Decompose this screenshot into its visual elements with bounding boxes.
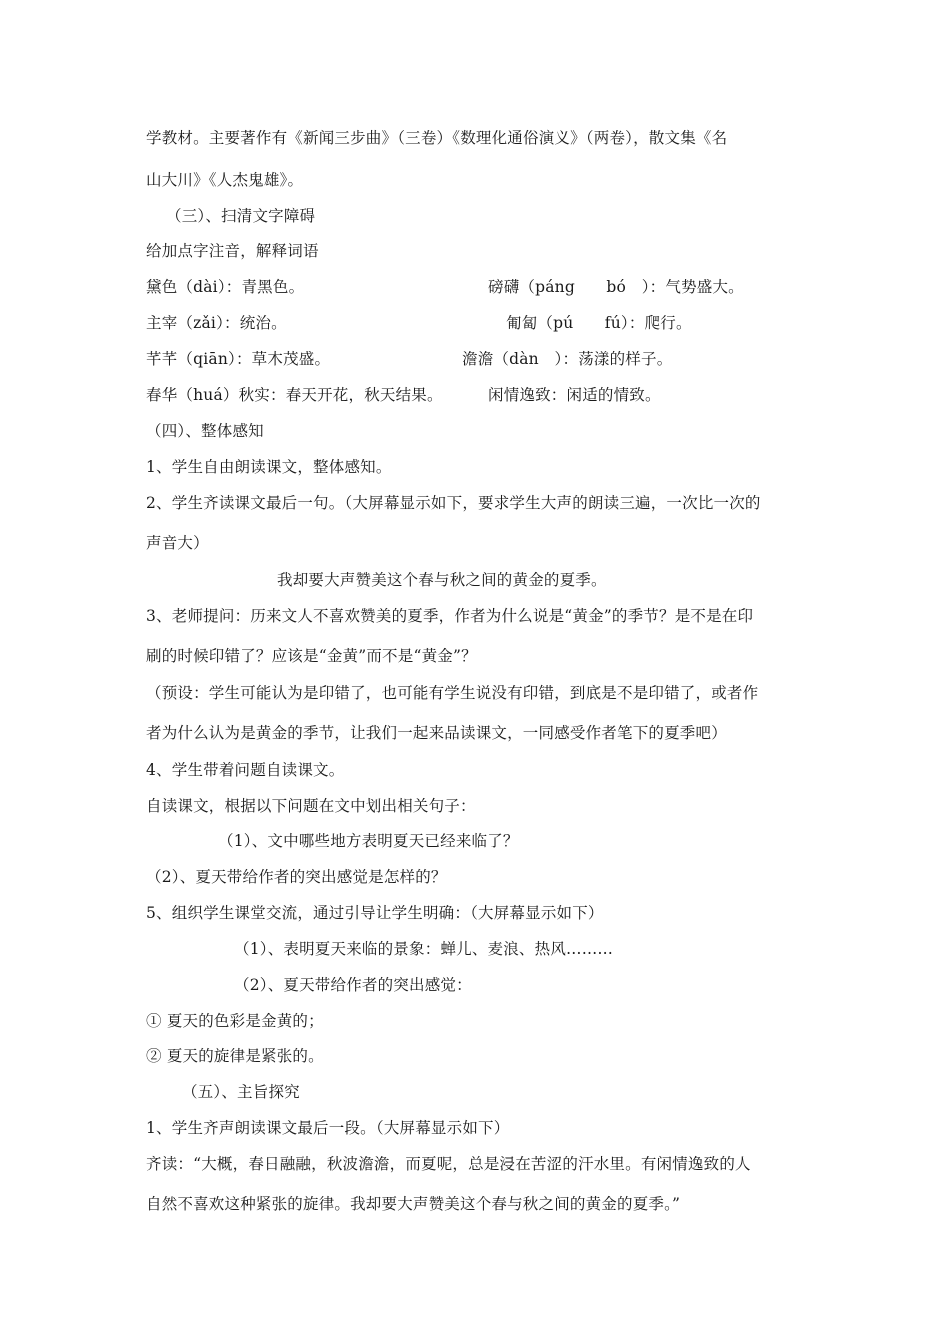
section-5-heading: （五）、主旨探究: [182, 1083, 300, 1101]
answer-2: （2）、夏天带给作者的突出感觉：: [234, 976, 472, 994]
chorus-line-1: 齐读：“大概，春日融融，秋波澹澹，而夏呢，总是浸在苦涩的汗水里。有闲情逸致的人: [146, 1155, 751, 1173]
answer-1: （1）、表明夏天来临的景象：蝉儿、麦浪、热风………: [234, 940, 614, 958]
s4-item-3-line-1: 3、老师提问：历来文人不喜欢赞美的夏季，作者为什么说是“黄金”的季节？是不是在印: [146, 607, 754, 625]
vocab-instruction: 给加点字注音，解释词语: [146, 242, 319, 260]
vocab-left-2: 主宰（zǎi）：统治。: [146, 314, 287, 332]
vocab-right-1: 磅礴（páng bó ）：气势盛大。: [488, 278, 744, 296]
s4-item-2-line-1: 2、学生齐读课文最后一句。（大屏幕显示如下，要求学生大声的朗读三遍，一次比一次的: [146, 494, 761, 512]
answer-2-point-1: ① 夏天的色彩是金黄的；: [146, 1012, 324, 1030]
highlight-quote: 我却要大声赞美这个春与秋之间的黄金的夏季。: [277, 571, 607, 589]
chorus-line-2: 自然不喜欢这种紧张的旋律。我却要大声赞美这个春与秋之间的黄金的夏季。”: [146, 1195, 681, 1213]
preset-line-1: （预设：学生可能认为是印错了，也可能有学生说没有印错，到底是不是印错了，或者作: [146, 684, 759, 702]
s4-item-2-line-2: 声音大）: [146, 534, 209, 552]
self-read-instruction: 自读课文，根据以下问题在文中划出相关句子：: [146, 797, 476, 815]
vocab-left-4: 春华（huá）秋实：春天开花，秋天结果。: [146, 386, 443, 404]
question-2: （2）、夏天带给作者的突出感觉是怎样的？: [146, 868, 447, 886]
vocab-right-4: 闲情逸致：闲适的情致。: [488, 386, 661, 404]
s4-item-5: 5、组织学生课堂交流，通过引导让学生明确：（大屏幕显示如下）: [146, 904, 604, 922]
s4-item-1: 1、学生自由朗读课文，整体感知。: [146, 458, 392, 476]
preset-line-2: 者为什么认为是黄金的季节，让我们一起来品读课文，一同感受作者笔下的夏季吧）: [146, 724, 727, 742]
s4-item-3-line-2: 刷的时候印错了？应该是“金黄”而不是“黄金”？: [146, 647, 477, 665]
vocab-left-1: 黛色（dài）：青黑色。: [146, 278, 305, 296]
section-4-heading: （四）、整体感知: [146, 422, 264, 440]
vocab-left-3: 芊芊（qiān）：草木茂盛。: [146, 350, 331, 368]
answer-2-point-2: ② 夏天的旋律是紧张的。: [146, 1047, 324, 1065]
section-3-heading: （三）、扫清文字障碍: [166, 207, 316, 225]
vocab-right-2: 匍匐（pú fú）：爬行。: [506, 314, 692, 332]
intro-line-1: 学教材。主要著作有《新闻三步曲》（三卷）《数理化通俗演义》（两卷），散文集《名: [146, 129, 728, 147]
vocab-right-3: 澹澹（dàn ）：荡漾的样子。: [462, 350, 673, 368]
s4-item-4: 4、学生带着问题自读课文。: [146, 761, 345, 779]
intro-line-2: 山大川》《人杰鬼雄》。: [146, 171, 304, 189]
question-1: （1）、文中哪些地方表明夏天已经来临了？: [218, 832, 519, 850]
s5-item-1: 1、学生齐声朗读课文最后一段。（大屏幕显示如下）: [146, 1119, 510, 1137]
